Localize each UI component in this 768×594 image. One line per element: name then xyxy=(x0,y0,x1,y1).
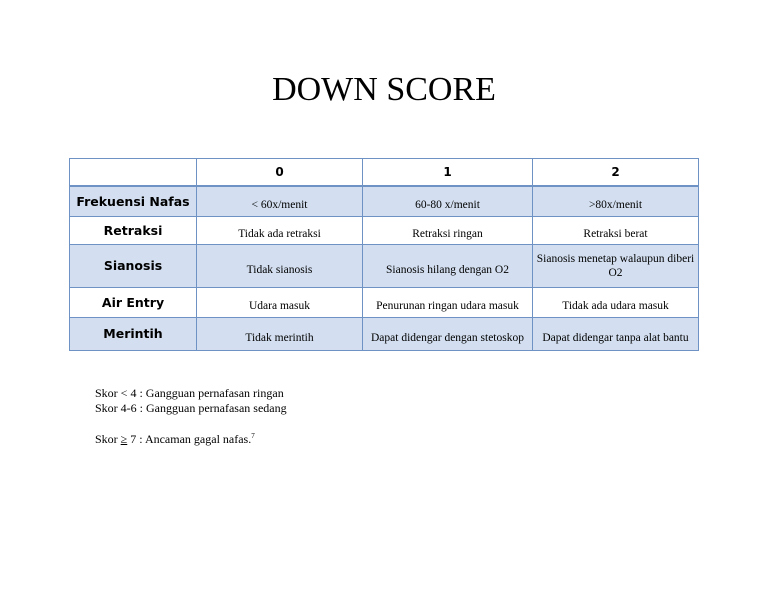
table-header-row xyxy=(70,159,699,187)
table-row-retraksi xyxy=(70,216,699,244)
table-cell: Tidak sianosis xyxy=(197,244,363,287)
reference-marker: 7 xyxy=(251,432,255,440)
row-label: Air Entry xyxy=(70,287,197,317)
header-score-0: 0 xyxy=(197,159,363,187)
row-label: Merintih xyxy=(70,317,197,350)
table-cell: Retraksi ringan xyxy=(363,216,533,244)
table-cell: Dapat didengar tanpa alat bantu xyxy=(533,317,699,350)
row-label: Sianosis xyxy=(70,244,197,287)
table-cell: Sianosis menetap walaupun diberi O2 xyxy=(533,244,699,287)
row-label: Retraksi xyxy=(70,216,197,244)
table-cell: Udara masuk xyxy=(197,287,363,317)
table-cell: Tidak merintih xyxy=(197,317,363,350)
table-row-air-entry xyxy=(70,287,699,317)
table-cell: < 60x/menit xyxy=(197,186,363,216)
table-row-frekuensi-nafas xyxy=(70,186,699,216)
table-row-sianosis xyxy=(70,244,699,287)
score-notes xyxy=(95,386,287,447)
note-line-severe: Skor ≥ 7 : Ancaman gagal nafas.$^7$ xyxy=(95,432,255,446)
greater-equal-symbol: ≥ xyxy=(120,432,128,446)
table-cell: Penurunan ringan udara masuk xyxy=(363,287,533,317)
header-empty-cell xyxy=(70,159,197,187)
table-cell: Tidak ada retraksi xyxy=(197,216,363,244)
table-cell: Tidak ada udara masuk xyxy=(533,287,699,317)
table-cell: Sianosis hilang dengan O2 xyxy=(363,244,533,287)
header-score-1: 1 xyxy=(363,159,533,187)
table-cell: Retraksi berat xyxy=(533,216,699,244)
page-title: DOWN SCORE xyxy=(272,71,496,108)
note-line-mild: Skor < 4 : Gangguan pernafasan ringan xyxy=(95,386,284,400)
header-score-2: 2 xyxy=(533,159,699,187)
table-cell: 60-80 x/menit xyxy=(363,186,533,216)
table-cell: Dapat didengar dengan stetoskop xyxy=(363,317,533,350)
table-row-merintih xyxy=(70,317,699,350)
table-cell: >80x/menit xyxy=(533,186,699,216)
row-label: Frekuensi Nafas xyxy=(70,186,197,216)
down-score-table xyxy=(69,158,699,351)
note-line-moderate: Skor 4-6 : Gangguan pernafasan sedang xyxy=(95,401,287,415)
